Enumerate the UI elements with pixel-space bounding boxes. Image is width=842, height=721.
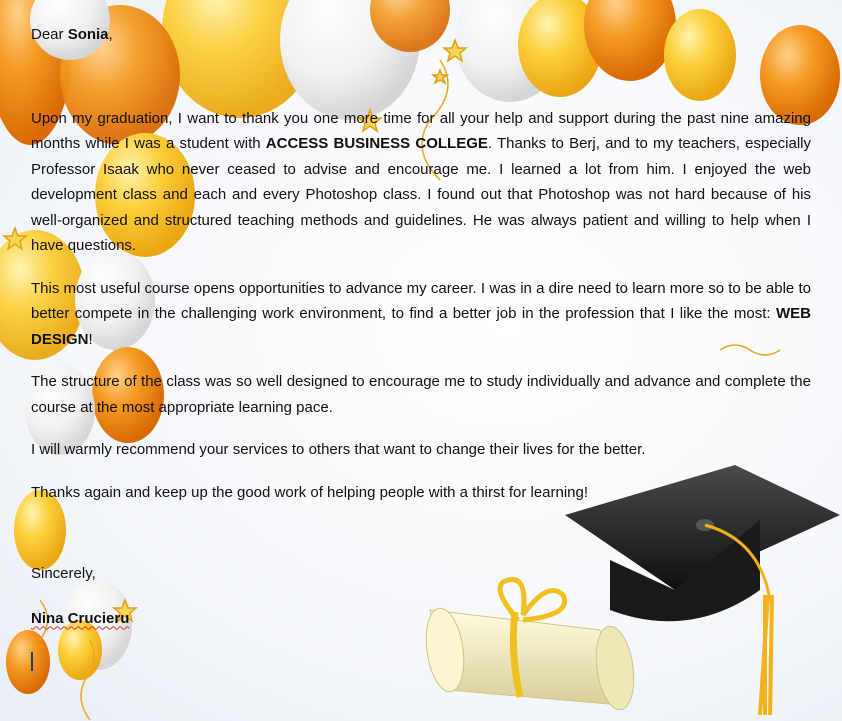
recipient-name: Sonia	[67, 26, 109, 43]
signature-name: Nina Crucieru	[31, 609, 130, 627]
paragraph-text: !	[88, 330, 93, 348]
greeting-line	[31, 22, 811, 48]
letter-body	[31, 22, 811, 631]
paragraph-career	[31, 276, 811, 353]
signature-line	[31, 606, 811, 632]
paragraph-text: . Thanks to Berj, and to my teachers, especially Professor Isaak who never ceased to advise and encourage me. I learned a lot from him. I enjoyed the web development class and each and every Photoshop class. I found out that Photoshop was not hard because of his well-organized and structured teaching methods and guidelines. He was always patient and willing to help when I have questions.	[31, 135, 811, 254]
paragraph-recommend: I will warmly recommend your services to others that want to change their lives for the better.	[31, 441, 646, 458]
paragraph-thanks	[31, 106, 811, 259]
paragraph-text: This most useful course opens opportunities to advance my career. I was in a dire need to learn more so to be able to better compete in the challenging work environment, to find a better job in the profession that I like the most:	[31, 279, 811, 322]
greeting-prefix: Dear	[31, 26, 68, 43]
emphasis-web-design: WEB DESIGN	[31, 305, 811, 348]
paragraph-structure: The structure of the class was so well designed to encourage me to study individually and advance and complete the course at the most appropriate learning pace.	[31, 373, 811, 416]
closing-line: Sincerely,	[31, 565, 96, 582]
greeting-suffix: ,	[108, 26, 113, 43]
paragraph-thanks-again: Thanks again and keep up the good work of helping people with a thirst for learning!	[31, 483, 589, 501]
school-name: ACCESS BUSINESS COLLEGE	[265, 135, 488, 152]
text-cursor[interactable]	[31, 652, 33, 671]
paragraph-text: Upon my graduation, I want to thank you one more time for all your help and support during the past nine amazing months while I was a student with	[31, 109, 811, 152]
